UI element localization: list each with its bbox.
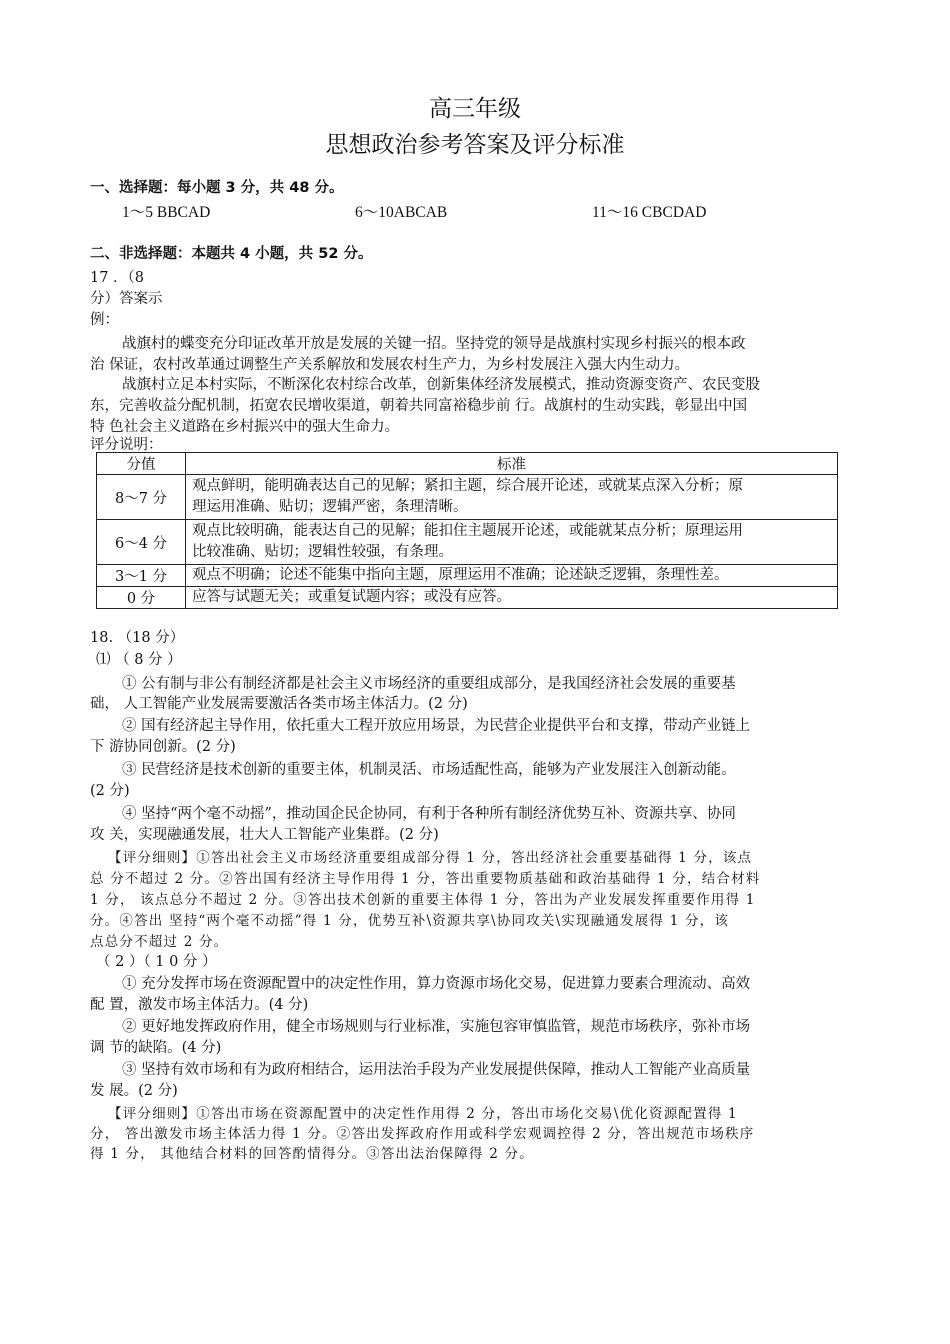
criteria-line: 观点不明确；论述不能集中指向主题，原理运用不准确；论述缺乏逻辑，条理性差。 xyxy=(192,567,729,583)
q18-sub2-item-line: ② 更好地发挥政府作用，健全市场规则与行业标准，实施包容审慎监管，规范市场秩序，弥补市场 xyxy=(122,1019,751,1035)
q18-sub1-detail-line: 1 分， 该点总分不超过 2 分。③答出技术创新的重要主体得 1 分，答出为产业发展发挥重要作用得 1 xyxy=(90,892,756,908)
table-row xyxy=(97,475,838,520)
table-cell-criteria xyxy=(186,565,838,587)
table-cell-score: 6～4 分 xyxy=(97,520,186,565)
q17-paragraph-line: 治 保证，农村改革通过调整生产关系解放和发展农村生产力，为乡村发展注入强大内生动力。 xyxy=(90,357,690,373)
q18-sub1-item-line: ① 公有制与非公有制经济都是社会主义市场经济的重要组成部分，是我国经济社会发展的重要基 xyxy=(122,676,736,692)
q18-sub2-item-line: 调 节的缺陷。(4 分) xyxy=(90,1040,222,1056)
q18-sub1-heading: ⑴ （ 8 分 ） xyxy=(96,652,182,668)
q18-sub1-item-line: ④ 坚持“两个毫不动摇”，推动国企民企协同，有利于各种所有制经济优势互补、资源共享、协同 xyxy=(122,806,736,822)
q18-sub1-detail-line: 点总分不超过 2 分。 xyxy=(90,934,229,950)
q18-sub1-item-line: 下 游协同创新。(2 分) xyxy=(90,739,236,755)
table-cell-criteria xyxy=(186,520,838,565)
q17-paragraph-line: 东，完善收益分配机制，拓宽农民增收渠道，朝着共同富裕稳步前 行。战旗村的生动实践，彰显出中国 xyxy=(90,398,748,414)
q18-sub2-detail-line: 分， 答出激发市场主体活力得 1 分。②答出发挥政府作用或科学宏观调控得 2 分，答出规范市场秩序 xyxy=(90,1126,755,1142)
q18-sub1-item-line: 础， 人工智能产业发展需要激活各类市场主体活力。(2 分) xyxy=(90,696,468,712)
page-title-subject: 思想政治参考答案及评分标准 xyxy=(325,132,625,158)
q18-sub2-item-line: 发 展。(2 分) xyxy=(90,1083,178,1099)
q17-scoring-label: 评分说明： xyxy=(90,437,163,453)
table-header-row xyxy=(97,453,838,475)
scoring-table xyxy=(96,452,838,609)
table-row xyxy=(97,587,838,609)
part1-heading: 一、选择题：每小题 3 分，共 48 分。 xyxy=(90,180,344,196)
mc-answers-6-10: 6～10ABCAB xyxy=(355,204,448,221)
table-cell-criteria xyxy=(186,475,838,520)
part2-heading: 二、非选择题：本题共 4 小题，共 52 分。 xyxy=(90,246,373,262)
page-title-grade: 高三年级 xyxy=(429,96,521,122)
q18-sub1-item-line: 攻 关，实现融通发展，壮大人工智能产业集群。(2 分) xyxy=(90,827,439,843)
table-cell-criteria xyxy=(186,587,838,609)
criteria-line: 理运用准确、贴切；逻辑严密，条理清晰。 xyxy=(192,499,468,515)
q18-sub2-detail-line: 得 1 分， 其他结合材料的回答酌情得分。③答出法治保障得 2 分。 xyxy=(90,1146,534,1162)
table-row xyxy=(97,565,838,587)
q18-sub2-item-line: 配 置，激发市场主体活力。(4 分) xyxy=(90,997,309,1013)
q17-head-line: 17 ．（8 xyxy=(90,270,145,286)
criteria-line: 观点鲜明，能明确表达自己的见解；紧扣主题，综合展开论述，或就某点深入分析；原 xyxy=(192,478,743,494)
q18-heading: 18. （18 分） xyxy=(90,630,185,646)
q18-sub1-detail-line: 总 分不超过 2 分。②答出国有经济主导作用得 1 分，答出重要物质基础和政治基础得 1 分，结合材料 xyxy=(90,871,761,887)
table-header-criteria: 标准 xyxy=(186,453,838,475)
q18-sub1-item-line: ② 国有经济起主导作用，依托重大工程开放应用场景，为民营企业提供平台和支撑，带动产业链上 xyxy=(122,718,751,734)
q18-sub2-item-line: ③ 坚持有效市场和有为政府相结合，运用法治手段为产业发展提供保障，推动人工智能产业高质量 xyxy=(122,1062,751,1078)
criteria-line: 应答与试题无关；或重复试题内容；或没有应答。 xyxy=(192,589,511,605)
criteria-line: 比较准确、贴切；逻辑性较强，有条理。 xyxy=(192,544,453,560)
q18-sub1-item-line: (2 分) xyxy=(90,783,130,799)
table-cell-score: 8～7 分 xyxy=(97,475,186,520)
q18-sub2-heading: （ 2 ）（ 1 0 分 ） xyxy=(96,954,217,970)
table-cell-score: 0 分 xyxy=(97,587,186,609)
q18-sub1-detail-line: 分。④答出 坚持“两个毫不动摇”得 1 分，优势互补\资源共享\协同攻关\实现融通发展得 1 分，该 xyxy=(90,913,730,929)
q17-paragraph-line: 特 色社会主义道路在乡村振兴中的强大生命力。 xyxy=(90,419,400,435)
table-cell-score: 3～1 分 xyxy=(97,565,186,587)
q18-sub1-detail-line: 【评分细则】①答出社会主义市场经济重要组成部分得 1 分，答出经济社会重要基础得 1 分，该点 xyxy=(108,850,753,866)
q17-paragraph-line: 战旗村立足本村实际，不断深化农村综合改革，创新集体经济发展模式，推动资源变资产、农民变股 xyxy=(122,377,760,393)
q18-sub2-item-line: ① 充分发挥市场在资源配置中的决定性作用，算力资源市场化交易，促进算力要素合理流动、高效 xyxy=(122,976,751,992)
q17-head-line: 分）答案示 xyxy=(90,291,163,307)
criteria-line: 观点比较明确，能表达自己的见解；能扣住主题展开论述，或能就某点分析；原理运用 xyxy=(192,523,743,539)
q18-sub1-item-line: ③ 民营经济是技术创新的重要主体，机制灵活、市场适配性高，能够为产业发展注入创新动能。 xyxy=(122,762,736,778)
table-row xyxy=(97,520,838,565)
mc-answers-1-5: 1～5 BBCAD xyxy=(122,204,211,221)
q18-sub2-detail-line: 【评分细则】①答出市场在资源配置中的决定性作用得 2 分，答出市场化交易\优化资源配置得 1 xyxy=(108,1106,738,1122)
mc-answers-11-16: 11～16 CBCDAD xyxy=(592,204,707,221)
table-header-score: 分值 xyxy=(97,453,186,475)
q17-paragraph-line: 战旗村的蝶变充分印证改革开放是发展的关键一招。坚持党的领导是战旗村实现乡村振兴的根本政 xyxy=(122,336,746,352)
q17-head-line: 例： xyxy=(90,312,119,328)
